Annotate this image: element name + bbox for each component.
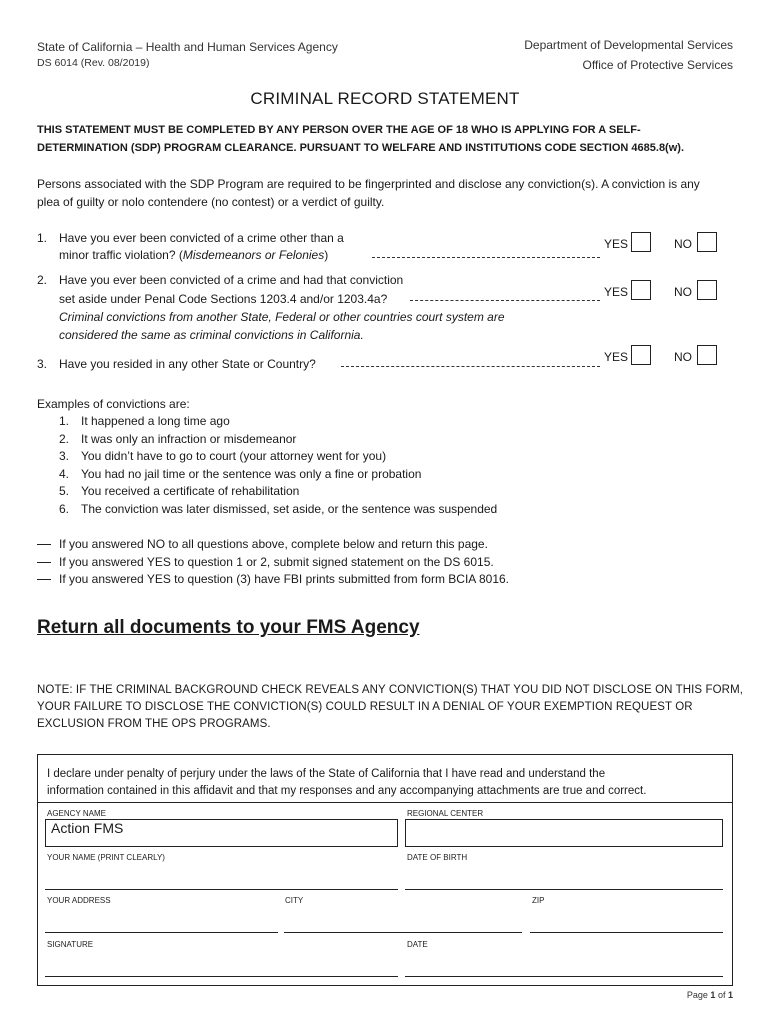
intro-line-1: Persons associated with the SDP Program are required to be fingerprinted and disclose any conviction(s). A conviction is any — [37, 177, 700, 191]
list-item: 1. It happened a long time ago — [59, 414, 230, 428]
date-label: DATE — [407, 940, 428, 949]
your-name-label: YOUR NAME (PRINT CLEARLY) — [47, 853, 165, 862]
agency-name-label: AGENCY NAME — [47, 809, 106, 818]
return-heading: Return all documents to your FMS Agency — [37, 617, 420, 638]
question-1-line-2: minor traffic violation? (Misdemeanors or Felonies) — [59, 248, 329, 262]
city-field[interactable] — [284, 906, 522, 933]
list-item: 3. You didn’t have to go to court (your attorney went for you) — [59, 449, 387, 463]
your-address-field[interactable] — [45, 906, 278, 933]
zip-label: ZIP — [532, 896, 545, 905]
agency-name-value: Action FMS — [51, 820, 124, 836]
date-of-birth-label: DATE OF BIRTH — [407, 853, 468, 862]
header-office: Office of Protective Services — [582, 58, 733, 72]
question-3-yes-checkbox[interactable] — [631, 345, 651, 365]
list-item: 6. The conviction was later dismissed, set aside, or the sentence was suspended — [59, 501, 498, 516]
question-2-line-3: Criminal convictions from another State, Federal or other countries court system are — [59, 310, 505, 324]
dash-bullet — [37, 544, 51, 545]
page-title: CRIMINAL RECORD STATEMENT — [250, 89, 520, 108]
note-line-1: NOTE: IF THE CRIMINAL BACKGROUND CHECK REVEALS ANY CONVICTION(S) THAT YOU DID NOT DISCLOSE ON THIS FORM, — [37, 684, 744, 696]
signature-label: SIGNATURE — [47, 940, 94, 949]
list-item: 2. It was only an infraction or misdemeanor — [59, 431, 297, 446]
regional-center-field[interactable] — [405, 819, 723, 847]
city-label: CITY — [285, 896, 304, 905]
question-3-line-1: Have you resided in any other State or Country? — [59, 357, 316, 371]
note-line-3: EXCLUSION FROM THE OPS PROGRAMS. — [37, 718, 271, 730]
question-3-number: 3. — [37, 357, 48, 371]
date-field[interactable] — [405, 950, 723, 977]
question-1-no-label: NO — [674, 237, 692, 251]
list-item: If you answered YES to question (3) have FBI prints submitted from form BCIA 8016. — [37, 571, 509, 589]
regional-center-label: REGIONAL CENTER — [407, 809, 484, 818]
dash-bullet — [37, 562, 51, 563]
question-2-no-checkbox[interactable] — [697, 280, 717, 300]
header-department: Department of Developmental Services — [524, 38, 733, 52]
intro-bold-line-2: DETERMINATION (SDP) PROGRAM CLEARANCE. PURSUANT TO WELFARE AND INSTITUTIONS CODE SECTION 4685.8(w). — [37, 142, 684, 154]
question-2-number: 2. — [37, 273, 48, 287]
list-item: If you answered YES to question 1 or 2, submit signed statement on the DS 6015. — [37, 554, 509, 572]
your-name-field[interactable] — [45, 863, 398, 890]
dash-bullet — [37, 579, 51, 580]
question-1-leader — [372, 257, 600, 258]
declaration-line-2: information contained in this affidavit and that my responses and any accompanying attachments are true and correct. — [47, 785, 647, 797]
declaration-divider — [38, 802, 732, 803]
list-item: 5. You received a certificate of rehabilitation — [59, 484, 300, 498]
instructions-list — [37, 536, 509, 589]
question-1-no-checkbox[interactable] — [697, 232, 717, 252]
your-address-label: YOUR ADDRESS — [47, 896, 111, 905]
form-code: DS 6014 (Rev. 08/2019) — [37, 57, 150, 69]
question-3-no-label: NO — [674, 350, 692, 364]
agency-name-field[interactable] — [45, 819, 398, 847]
question-2-yes-label: YES — [604, 285, 629, 299]
question-2-leader — [410, 300, 600, 301]
signature-field[interactable] — [45, 950, 398, 977]
page-number: Page 1 of 1 — [686, 990, 733, 1000]
question-3-yes-label: YES — [604, 350, 629, 364]
question-3-no-checkbox[interactable] — [697, 345, 717, 365]
examples-list — [59, 413, 497, 518]
question-2-line-4: considered the same as criminal convictions in California. — [59, 328, 364, 342]
intro-line-2: plea of guilty or nolo contendere (no contest) or a verdict of guilty. — [37, 195, 385, 209]
header-agency: State of California – Health and Human Services Agency — [37, 40, 338, 54]
intro-bold-line-1: THIS STATEMENT MUST BE COMPLETED BY ANY PERSON OVER THE AGE OF 18 WHO IS APPLYING FOR A SELF- — [37, 124, 641, 136]
question-1-number: 1. — [37, 231, 48, 245]
examples-heading: Examples of convictions are: — [37, 397, 190, 411]
question-2-line-1: Have you ever been convicted of a crime and had that conviction — [59, 273, 404, 287]
date-of-birth-field[interactable] — [405, 863, 723, 890]
zip-field[interactable] — [530, 906, 723, 933]
question-1-yes-label: YES — [604, 237, 629, 251]
list-item: 4. You had no jail time or the sentence was only a fine or probation — [59, 466, 422, 481]
question-1-yes-checkbox[interactable] — [631, 232, 651, 252]
note-line-2: YOUR FAILURE TO DISCLOSE THE CONVICTION(S) COULD RESULT IN A DENIAL OF YOUR EXEMPTION REQUEST OR — [37, 701, 693, 713]
list-item: If you answered NO to all questions above, complete below and return this page. — [37, 536, 509, 554]
question-2-line-2: set aside under Penal Code Sections 1203.4 and/or 1203.4a? — [59, 292, 388, 306]
question-2-no-label: NO — [674, 285, 692, 299]
declaration-line-1: I declare under penalty of perjury under the laws of the State of California that I have read and understand the — [47, 768, 606, 780]
question-2-yes-checkbox[interactable] — [631, 280, 651, 300]
question-1-line-1: Have you ever been convicted of a crime other than a — [59, 231, 344, 245]
question-3-leader — [341, 366, 600, 367]
